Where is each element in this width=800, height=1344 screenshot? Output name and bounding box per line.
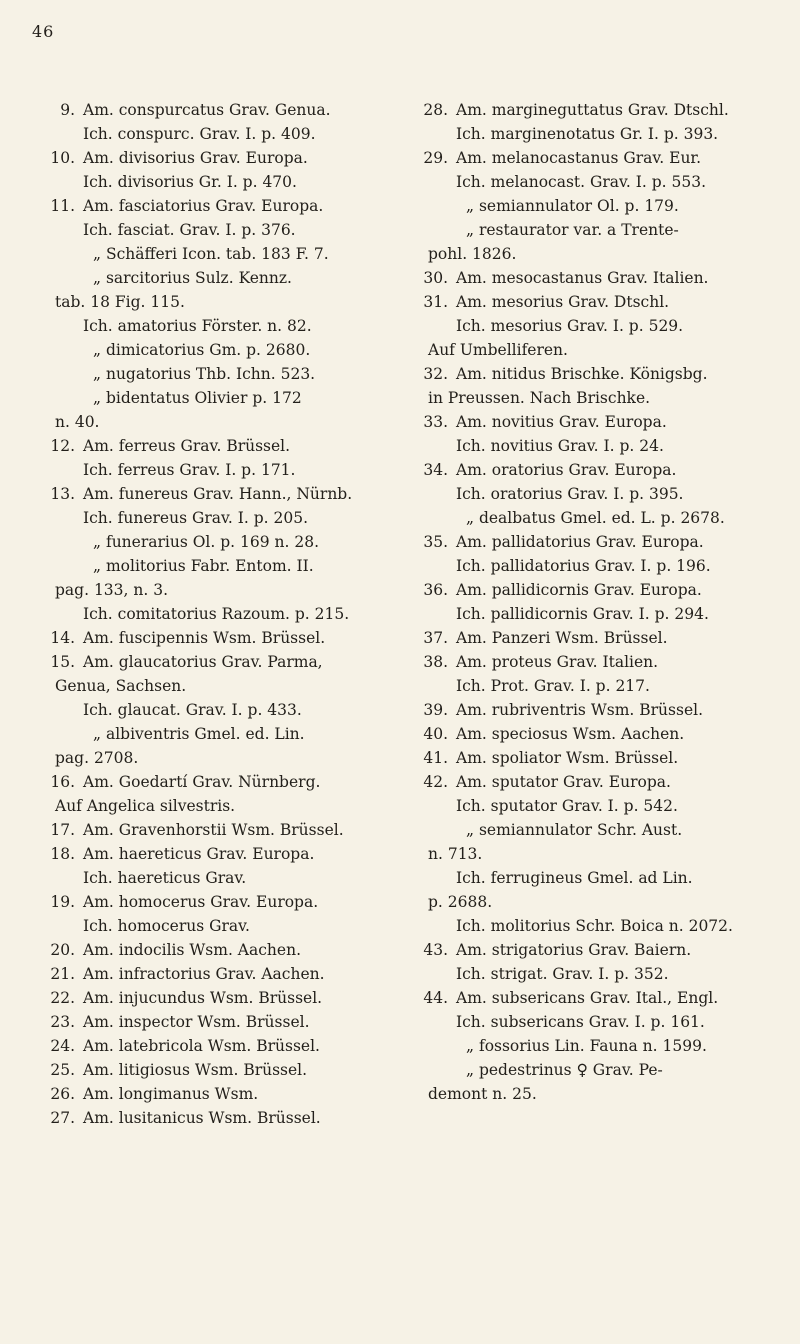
entry-number: 33.	[423, 413, 448, 431]
catalog-entry	[423, 98, 773, 146]
entry-number: 19.	[50, 893, 75, 911]
entry-number: 36.	[423, 581, 448, 599]
entry-number: 21.	[50, 965, 75, 983]
entry-number: 20.	[50, 941, 75, 959]
catalog-entry	[50, 986, 393, 1010]
catalog-entry	[423, 746, 773, 770]
entry-synonym-line: Auf Angelica silvestris.	[55, 797, 236, 815]
entry-synonym-line: Ich. pallidicornis Grav. I. p. 294.	[456, 605, 709, 623]
catalog-entry	[50, 650, 393, 770]
entry-species-line: Am. Panzeri Wsm. Brüssel.	[456, 629, 668, 647]
catalog-entry	[423, 458, 773, 530]
entry-number: 29.	[423, 149, 448, 167]
entry-synonym-line: „ semiannulator Ol. p. 179.	[466, 197, 679, 215]
catalog-entry	[423, 986, 773, 1106]
entry-number: 26.	[50, 1085, 75, 1103]
entry-species-line: Am. fasciatorius Grav. Europa.	[83, 197, 324, 215]
entry-species-line: Am. melanocastanus Grav. Eur.	[456, 149, 702, 167]
entry-synonym-line: n. 40.	[55, 413, 100, 431]
entry-synonym-line: „ albiventris Gmel. ed. Lin.	[93, 725, 305, 743]
entry-synonym-line: „ funerarius Ol. p. 169 n. 28.	[93, 533, 320, 551]
entry-synonym-line: Ich. conspurc. Grav. I. p. 409.	[83, 125, 316, 143]
entry-species-line: Am. funereus Grav. Hann., Nürnb.	[83, 485, 353, 503]
catalog-entry	[50, 1082, 393, 1106]
entry-synonym-line: Ich. fasciat. Grav. I. p. 376.	[83, 221, 296, 239]
entry-species-line: Am. mesocastanus Grav. Italien.	[456, 269, 709, 287]
catalog-entry	[50, 770, 393, 818]
entry-number: 16.	[50, 773, 75, 791]
entry-synonym-line: Ich. mesorius Grav. I. p. 529.	[456, 317, 684, 335]
entry-species-line: Am. Gravenhorstii Wsm. Brüssel.	[83, 821, 344, 839]
catalog-entry	[423, 770, 773, 938]
entry-synonym-line: Ich. amatorius Förster. n. 82.	[83, 317, 312, 335]
entry-species-line: Am. injucundus Wsm. Brüssel.	[83, 989, 323, 1007]
entry-species-line: Am. sputator Grav. Europa.	[456, 773, 671, 791]
catalog-entry	[423, 410, 773, 458]
entry-synonym-line: Ich. melanocast. Grav. I. p. 553.	[456, 173, 707, 191]
entry-species-line: Am. infractorius Grav. Aachen.	[83, 965, 325, 983]
entry-synonym-line: Ich. glaucat. Grav. I. p. 433.	[83, 701, 302, 719]
entry-synonym-line: Ich. Prot. Grav. I. p. 217.	[456, 677, 650, 695]
entry-species-line: Am. inspector Wsm. Brüssel.	[83, 1013, 310, 1031]
entry-synonym-line: n. 713.	[428, 845, 483, 863]
catalog-entry	[423, 266, 773, 290]
entry-number: 43.	[423, 941, 448, 959]
entry-synonym-line: Ich. ferrugineus Gmel. ad Lin.	[456, 869, 693, 887]
catalog-entry	[55, 98, 393, 146]
entry-synonym-line: Ich. homocerus Grav.	[83, 917, 250, 935]
catalog-entry	[50, 1034, 393, 1058]
entry-synonym-line: pag. 133, n. 3.	[55, 581, 169, 599]
entry-synonym-line: tab. 18 Fig. 115.	[55, 293, 185, 311]
catalog-entry	[423, 698, 773, 722]
entry-number: 41.	[423, 749, 448, 767]
entry-synonym-line: Ich. strigat. Grav. I. p. 352.	[456, 965, 669, 983]
entry-species-line: Am. homocerus Grav. Europa.	[83, 893, 319, 911]
entry-number: 27.	[50, 1109, 75, 1127]
right-column	[423, 98, 773, 1106]
entry-number: 11.	[50, 197, 75, 215]
catalog-entry	[50, 890, 393, 938]
entry-number: 15.	[50, 653, 75, 671]
catalog-entry	[423, 578, 773, 626]
entry-number: 37.	[423, 629, 448, 647]
entry-synonym-line: „ semiannulator Schr. Aust.	[466, 821, 683, 839]
left-column	[50, 98, 393, 1130]
page-number: 46	[32, 22, 55, 41]
entry-number: 40.	[423, 725, 448, 743]
entry-species-line: Am. speciosus Wsm. Aachen.	[456, 725, 685, 743]
entry-species-line: Am. conspurcatus Grav. Genua.	[83, 101, 331, 119]
entry-synonym-line: pohl. 1826.	[428, 245, 517, 263]
entry-species-line: Am. fuscipennis Wsm. Brüssel.	[83, 629, 326, 647]
entry-species-line: Am. spoliator Wsm. Brüssel.	[456, 749, 679, 767]
entry-number: 22.	[50, 989, 75, 1007]
entry-synonym-line: „ dealbatus Gmel. ed. L. p. 2678.	[466, 509, 725, 527]
entry-number: 31.	[423, 293, 448, 311]
entry-synonym-line: „ nugatorius Thb. Ichn. 523.	[93, 365, 316, 383]
entry-synonym-line: „ sarcitorius Sulz. Kennz.	[93, 269, 292, 287]
entry-synonym-line: pag. 2708.	[55, 749, 139, 767]
entry-synonym-line: demont n. 25.	[428, 1085, 537, 1103]
catalog-entry	[50, 482, 393, 626]
catalog-entry	[423, 362, 773, 410]
entry-synonym-line: Ich. pallidatorius Grav. I. p. 196.	[456, 557, 711, 575]
entry-number: 34.	[423, 461, 448, 479]
entry-number: 12.	[50, 437, 75, 455]
entry-species-line: Am. indocilis Wsm. Aachen.	[83, 941, 301, 959]
catalog-entry	[423, 626, 773, 650]
entry-number: 10.	[50, 149, 75, 167]
catalog-entry	[423, 938, 773, 986]
entry-number: 42.	[423, 773, 448, 791]
entry-synonym-line: in Preussen. Nach Brischke.	[428, 389, 651, 407]
catalog-entry	[50, 1106, 393, 1130]
entry-synonym-line: Ich. funereus Grav. I. p. 205.	[83, 509, 309, 527]
catalog-entry	[50, 626, 393, 650]
entry-number: 32.	[423, 365, 448, 383]
catalog-entry	[50, 434, 393, 482]
entry-species-line: Am. novitius Grav. Europa.	[456, 413, 667, 431]
entry-synonym-line: „ molitorius Fabr. Entom. II.	[93, 557, 314, 575]
entry-number: 38.	[423, 653, 448, 671]
entry-species-line: Am. Goedartí Grav. Nürnberg.	[83, 773, 321, 791]
entry-synonym-line: „ fossorius Lin. Fauna n. 1599.	[466, 1037, 707, 1055]
entry-synonym-line: Ich. marginenotatus Gr. I. p. 393.	[456, 125, 719, 143]
entry-synonym-line: Ich. novitius Grav. I. p. 24.	[456, 437, 664, 455]
entry-species-line: Am. latebricola Wsm. Brüssel.	[83, 1037, 320, 1055]
entry-species-line: Am. glaucatorius Grav. Parma,	[83, 653, 323, 671]
entry-species-line: Am. lusitanicus Wsm. Brüssel.	[83, 1109, 321, 1127]
entry-synonym-line: Ich. sputator Grav. I. p. 542.	[456, 797, 678, 815]
entry-synonym-line: p. 2688.	[428, 893, 493, 911]
entry-number: 17.	[50, 821, 75, 839]
catalog-entry	[423, 530, 773, 578]
entry-species-line: Am. litigiosus Wsm. Brüssel.	[83, 1061, 308, 1079]
entry-species-line: Am. divisorius Grav. Europa.	[83, 149, 308, 167]
entry-synonym-line: „ bidentatus Olivier p. 172	[93, 389, 302, 407]
entry-number: 13.	[50, 485, 75, 503]
entry-number: 23.	[50, 1013, 75, 1031]
entry-number: 35.	[423, 533, 448, 551]
entry-synonym-line: Ich. divisorius Gr. I. p. 470.	[83, 173, 297, 191]
catalog-entry	[50, 962, 393, 986]
catalog-entry	[50, 818, 393, 842]
entry-species-line: Am. strigatorius Grav. Baiern.	[456, 941, 692, 959]
catalog-entry	[50, 194, 393, 434]
entry-number: 28.	[423, 101, 448, 119]
catalog-entry	[423, 290, 773, 362]
entry-synonym-line: Auf Umbelliferen.	[428, 341, 568, 359]
entry-species-line: Am. subsericans Grav. Ital., Engl.	[456, 989, 719, 1007]
catalog-entry	[423, 650, 773, 698]
entry-species-line: Am. nitidus Brischke. Königsbg.	[456, 365, 708, 383]
entry-synonym-line: Genua, Sachsen.	[55, 677, 187, 695]
entry-species-line: Am. oratorius Grav. Europa.	[456, 461, 677, 479]
entry-synonym-line: Ich. molitorius Schr. Boica n. 2072.	[456, 917, 733, 935]
entry-number: 9.	[60, 101, 75, 119]
entry-species-line: Am. haereticus Grav. Europa.	[83, 845, 315, 863]
entry-number: 44.	[423, 989, 448, 1007]
entry-synonym-line: „ dimicatorius Gm. p. 2680.	[93, 341, 311, 359]
catalog-entry	[423, 146, 773, 266]
catalog-entry	[50, 1058, 393, 1082]
entry-species-line: Am. ferreus Grav. Brüssel.	[83, 437, 291, 455]
entry-synonym-line: „ restaurator var. a Trente-	[466, 221, 679, 239]
catalog-entry	[50, 1010, 393, 1034]
entry-species-line: Am. pallidicornis Grav. Europa.	[456, 581, 702, 599]
entry-number: 24.	[50, 1037, 75, 1055]
entry-number: 39.	[423, 701, 448, 719]
entry-synonym-line: Ich. subsericans Grav. I. p. 161.	[456, 1013, 705, 1031]
entry-species-line: Am. proteus Grav. Italien.	[456, 653, 659, 671]
catalog-entry	[50, 938, 393, 962]
entry-synonym-line: „ Schäfferi Icon. tab. 183 F. 7.	[93, 245, 329, 263]
entry-synonym-line: „ pedestrinus ♀ Grav. Pe-	[466, 1061, 663, 1079]
entry-species-line: Am. rubriventris Wsm. Brüssel.	[456, 701, 704, 719]
entry-number: 18.	[50, 845, 75, 863]
catalog-entry	[50, 842, 393, 890]
catalog-entry	[423, 722, 773, 746]
entry-number: 25.	[50, 1061, 75, 1079]
entry-synonym-line: Ich. haereticus Grav.	[83, 869, 247, 887]
entry-species-line: Am. pallidatorius Grav. Europa.	[456, 533, 704, 551]
entry-number: 14.	[50, 629, 75, 647]
entry-number: 30.	[423, 269, 448, 287]
entry-synonym-line: Ich. oratorius Grav. I. p. 395.	[456, 485, 684, 503]
entry-species-line: Am. margineguttatus Grav. Dtschl.	[456, 101, 729, 119]
entry-species-line: Am. mesorius Grav. Dtschl.	[456, 293, 670, 311]
catalog-entry	[50, 146, 393, 194]
entry-synonym-line: Ich. comitatorius Razoum. p. 215.	[83, 605, 350, 623]
entry-species-line: Am. longimanus Wsm.	[83, 1085, 259, 1103]
entry-synonym-line: Ich. ferreus Grav. I. p. 171.	[83, 461, 296, 479]
